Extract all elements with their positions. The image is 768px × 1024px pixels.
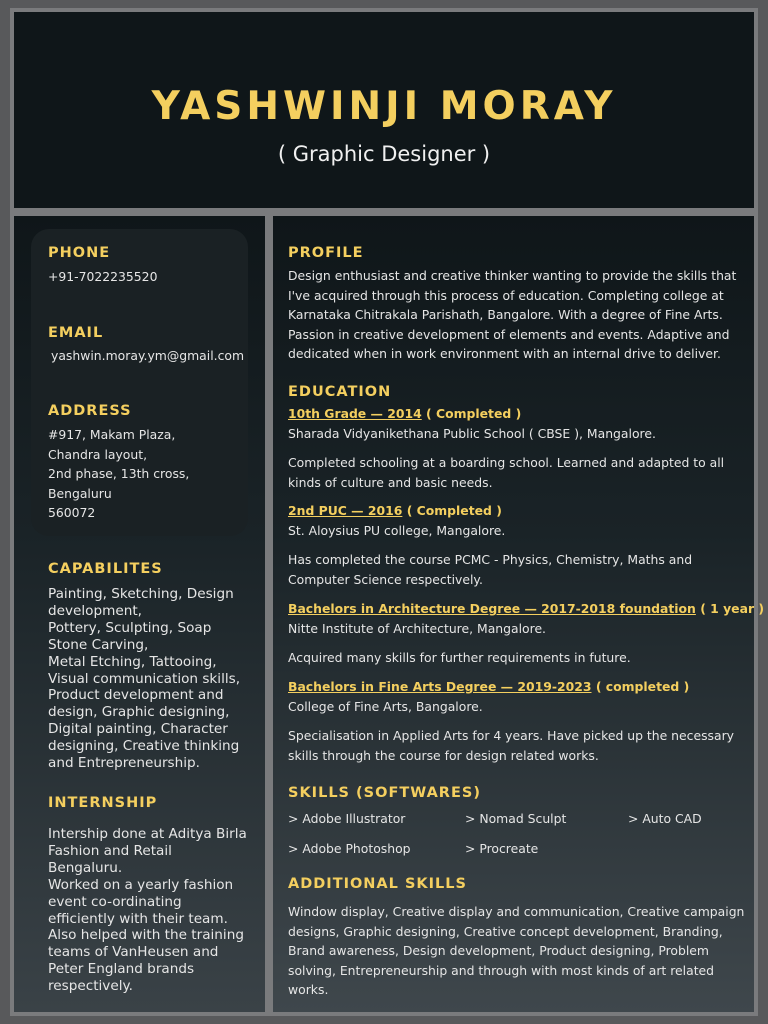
- additional-skills-line: Window display, Creative display and communication, Creative campaign: [288, 904, 745, 919]
- education-description-line: Specialisation in Applied Arts for 4 years. Have picked up the necessary: [288, 728, 735, 743]
- capabilities-heading: CAPABILITES: [48, 561, 163, 577]
- capabilities-line: Product development and: [48, 687, 224, 704]
- education-entry: [288, 599, 764, 638]
- software-skill-item: > Adobe Photoshop: [288, 841, 411, 856]
- internship-line: Bengaluru.: [48, 859, 123, 876]
- education-institution: St. Aloysius PU college, Mangalore.: [288, 522, 506, 538]
- education-description-line: Computer Science respectively.: [288, 571, 483, 587]
- internship-line: event co-ordinating: [48, 893, 182, 910]
- address-line: #917, Makam Plaza,: [48, 427, 176, 442]
- address-line: Chandra layout,: [48, 446, 148, 462]
- education-institution: College of Fine Arts, Bangalore.: [288, 698, 483, 714]
- additional-skills-line: Brand awareness, Design development, Product designing, Problem: [288, 943, 709, 959]
- education-description: [288, 453, 724, 492]
- profile-heading: PROFILE: [288, 245, 364, 261]
- education-status: ( Completed ): [421, 406, 522, 421]
- education-title: Bachelors in Fine Arts Degree — 2019-2023: [288, 679, 592, 694]
- education-description-line: skills through the course for design related works.: [288, 747, 599, 763]
- education-institution: Sharada Vidyanikethana Public School ( CBSE ), Mangalore.: [288, 425, 656, 441]
- internship-line: Peter England brands: [48, 961, 195, 978]
- capabilities-line: Stone Carving,: [48, 636, 149, 653]
- capabilities-text: [48, 586, 240, 772]
- internship-line: Worked on a yearly fashion: [48, 876, 234, 893]
- phone-number: +91-7022235520: [48, 269, 158, 284]
- education-description: [288, 648, 631, 668]
- education-entry: [288, 501, 505, 540]
- education-description-line: Completed schooling at a boarding school. Learned and adapted to all: [288, 455, 725, 470]
- software-skill-item: > Procreate: [465, 841, 539, 856]
- capabilities-line: Digital painting, Character: [48, 721, 228, 738]
- capabilities-line: Metal Etching, Tattooing,: [48, 653, 217, 670]
- main-content: [269, 212, 765, 1016]
- profile-line: Karnataka Chitrakala Parishath, Bangalore. With a degree of Fine Arts.: [288, 307, 723, 323]
- profile-line: Design enthusiast and creative thinker wanting to provide the skills that: [288, 268, 737, 283]
- education-status: ( completed ): [591, 679, 690, 694]
- internship-text: [48, 826, 247, 995]
- software-skills-heading: SKILLS (SOFTWARES): [288, 785, 481, 801]
- email-heading: EMAIL: [48, 325, 104, 341]
- email-address: yashwin.moray.ym@gmail.com: [51, 348, 245, 363]
- profile-text: [288, 266, 736, 364]
- capabilities-line: Visual communication skills,: [48, 670, 241, 687]
- additional-skills-text: [288, 902, 744, 1000]
- internship-line: teams of VanHeusen and: [48, 944, 219, 961]
- address-heading: ADDRESS: [48, 403, 132, 419]
- left-sidebar: [10, 212, 269, 1016]
- internship-line: Fashion and Retail: [48, 842, 172, 859]
- additional-skills-line: designs, Graphic designing, Creative concept development, Branding,: [288, 923, 723, 939]
- address-line: 560072: [48, 505, 96, 521]
- address-line: 2nd phase, 13th cross,: [48, 466, 190, 482]
- capabilities-line: development,: [48, 602, 142, 619]
- education-status: ( 1 year ): [695, 601, 765, 616]
- education-description: [288, 550, 692, 589]
- profile-line: Passion in creative development of elements and events. Adaptive and: [288, 326, 730, 342]
- education-description-line: Has completed the course PCMC - Physics, Chemistry, Maths and: [288, 552, 693, 567]
- education-title: 10th Grade — 2014: [288, 406, 422, 421]
- education-description-line: Acquired many skills for further requirements in future.: [288, 650, 631, 665]
- additional-skills-line: solving, Entrepreneurship and through with most kinds of art related: [288, 962, 715, 978]
- header-banner: [10, 8, 758, 212]
- capabilities-line: Pottery, Sculpting, Soap: [48, 619, 212, 636]
- software-skill-item: > Nomad Sculpt: [465, 811, 567, 826]
- education-title: 2nd PUC — 2016: [288, 503, 403, 518]
- education-status: ( Completed ): [402, 503, 502, 518]
- internship-line: respectively.: [48, 978, 133, 995]
- phone-heading: PHONE: [48, 245, 111, 261]
- education-institution: Nitte Institute of Architecture, Mangalore.: [288, 620, 547, 636]
- address-line: Bengaluru: [48, 485, 112, 501]
- education-title: Bachelors in Architecture Degree — 2017-2018 foundation: [288, 601, 696, 616]
- internship-line: Intership done at Aditya Birla: [48, 826, 247, 842]
- additional-skills-line: works.: [288, 982, 329, 998]
- capabilities-line: Painting, Sketching, Design: [48, 586, 234, 602]
- education-description-line: kinds of culture and basic needs.: [288, 474, 493, 490]
- internship-heading: INTERNSHIP: [48, 795, 158, 811]
- capabilities-line: designing, Creative thinking: [48, 738, 240, 755]
- education-heading: EDUCATION: [288, 384, 392, 400]
- education-entry: [288, 677, 689, 716]
- internship-line: efficiently with their team.: [48, 910, 228, 927]
- software-skill-item: > Auto CAD: [628, 811, 702, 826]
- education-description: [288, 726, 734, 765]
- capabilities-line: and Entrepreneurship.: [48, 755, 200, 772]
- profile-line: I've acquired through this process of education. Completing college at: [288, 287, 724, 303]
- education-entry: [288, 404, 656, 443]
- profile-line: dedicated when in work environment with an internal drive to deliver.: [288, 346, 721, 362]
- additional-skills-heading: ADDITIONAL SKILLS: [288, 876, 467, 892]
- candidate-name: YASHWINJI MORAY: [151, 84, 617, 129]
- internship-line: Also helped with the training: [48, 927, 244, 944]
- software-skill-item: > Adobe Illustrator: [288, 811, 406, 826]
- candidate-role: ( Graphic Designer ): [277, 142, 491, 166]
- address-block: [48, 425, 189, 523]
- capabilities-line: design, Graphic designing,: [48, 704, 230, 721]
